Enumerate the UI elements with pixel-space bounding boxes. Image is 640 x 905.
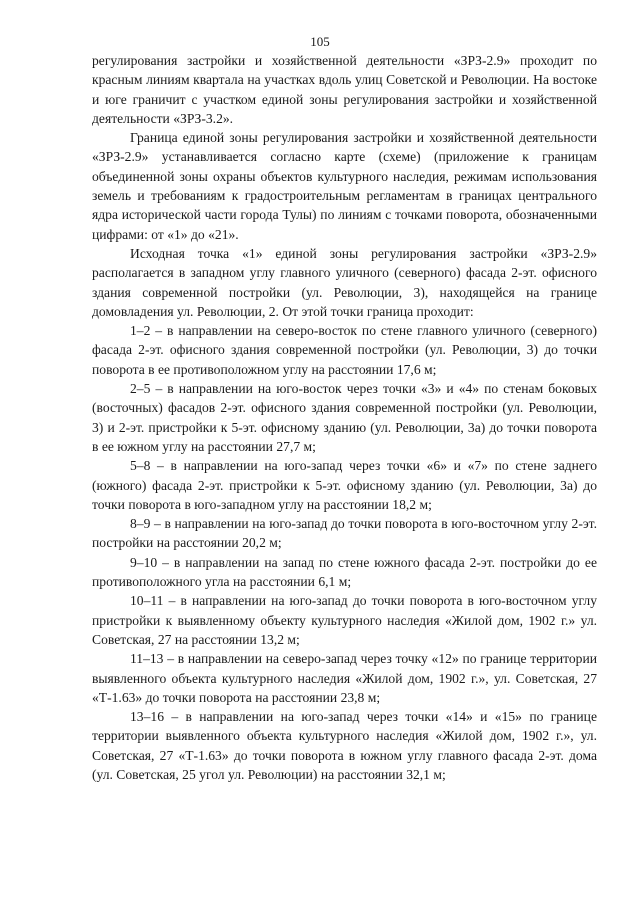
body-paragraph: 10–11 – в направлении на юго-запад до точки поворота в юго-восточном углу пристройки к выявленному объекту культурного наследия «Жилой дом, 1902 г.» ул. Советская, 27 на расстоянии 13,2 м; bbox=[92, 593, 597, 647]
body-paragraph: Граница единой зоны регулирования застройки и хозяйственной деятельности «ЗРЗ-2.9» устанавливается согласно карте (схеме) (приложение к границам объединенной зоны охраны объектов культурного наследия, режимам использования земель и требованиям к градостроительным регламентам в границах центрального ядра исторической части города Тулы) по линиям с точками поворота, обозначенными цифрами: от «1» до «21». bbox=[92, 130, 597, 242]
body-paragraph: 9–10 – в направлении на запад по стене южного фасада 2-эт. постройки до ее противоположного угла на расстоянии 6,1 м; bbox=[92, 554, 597, 590]
body-paragraph: 13–16 – в направлении на юго-запад через точки «14» и «15» по границе территории выявленного объекта культурного наследия «Жилой дом, 1902 г.», ул. Советская, 27 «Т-1.63» до точки поворота в южном углу главного фасада 2-эт. дома (ул. Советская, 25 угол ул. Революции) на расстоянии 32,1 м; bbox=[92, 709, 597, 782]
body-paragraph: регулирования застройки и хозяйственной деятельности «ЗРЗ-2.9» проходит по красным линиям квартала на участках вдоль улиц Советской и Революции. На востоке и юге граничит с участком единой зоны регулирования застройки и хозяйственной деятельности «ЗРЗ-3.2». bbox=[92, 53, 597, 126]
body-paragraph: 5–8 – в направлении на юго-запад через точки «6» и «7» по стене заднего (южного) фасада 2-эт. пристройки к 5-эт. офисному зданию (ул. Революции, 3а) до точки поворота в юго-западном углу на расстоянии 18,2 м; bbox=[92, 458, 597, 512]
body-paragraph: 2–5 – в направлении на юго-восток через точки «3» и «4» по стенам боковых (восточных) фасадов 2-эт. офисного здания современной постройки (ул. Революции, 3) и 2-эт. пристройки к 5-эт. офисному зданию (ул. Революции, 3а) до точки поворота в ее южном углу на расстоянии 27,7 м; bbox=[92, 381, 597, 454]
document-body bbox=[92, 51, 597, 784]
body-paragraph: Исходная точка «1» единой зоны регулирования застройки «ЗРЗ-2.9» располагается в западном углу главного уличного (северного) фасада 2-эт. офисного здания современной постройки (ул. Революции, 3), находящейся на границе домовладения ул. Революции, 2. От этой точки граница проходит: bbox=[92, 245, 597, 319]
page-number: 105 bbox=[310, 34, 330, 49]
body-paragraph: 11–13 – в направлении на северо-запад через точку «12» по границе территории выявленного объекта культурного наследия «Жилой дом, 1902 г.», ул. Советская, 27 «Т-1.63» до точки поворота на расстоянии 23,8 м; bbox=[92, 651, 597, 705]
body-paragraph: 1–2 – в направлении на северо-восток по стене главного уличного (северного) фасада 2-эт. офисного здания современной постройки (ул. Революции, 3) до точки поворота в ее противоположном углу на расстоянии 17,6 м; bbox=[92, 323, 597, 377]
body-paragraph: 8–9 – в направлении на юго-запад до точки поворота в юго-восточном углу 2-эт. постройки на расстоянии 20,2 м; bbox=[92, 516, 597, 551]
